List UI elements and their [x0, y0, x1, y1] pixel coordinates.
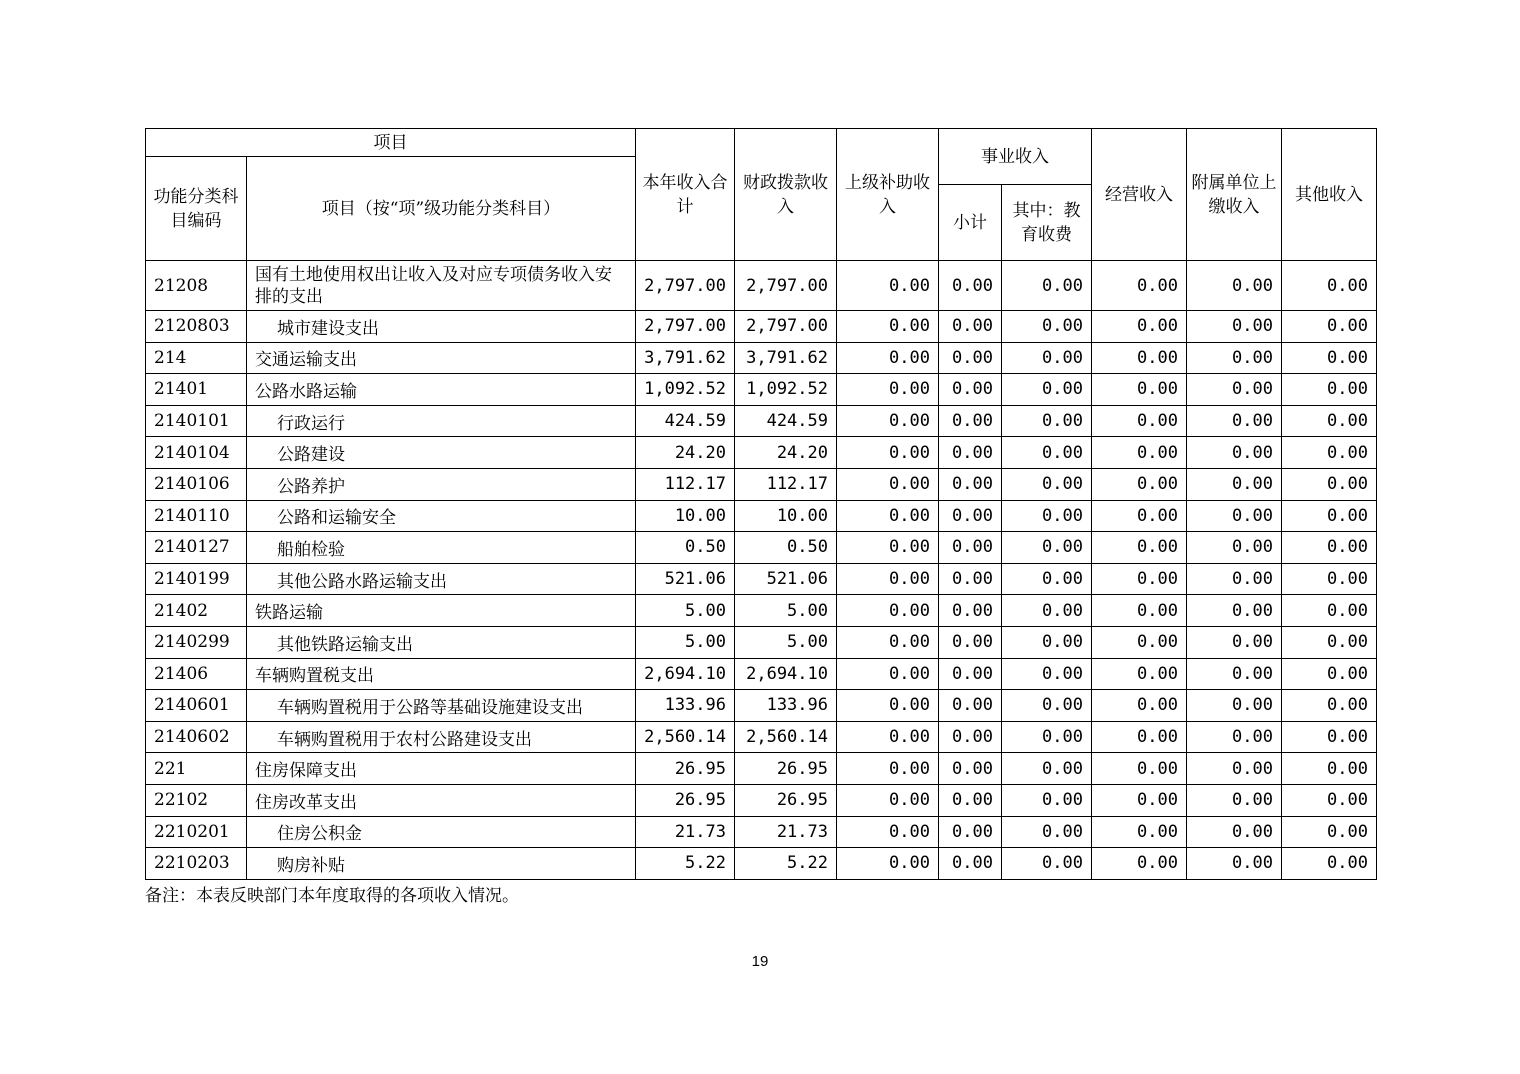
row-other: 0.00	[1282, 848, 1377, 880]
row-total: 24.20	[636, 437, 735, 469]
row-edu-fee: 0.00	[1002, 753, 1092, 785]
row-other: 0.00	[1282, 532, 1377, 564]
row-other: 0.00	[1282, 437, 1377, 469]
row-fiscal: 3,791.62	[735, 342, 837, 374]
table-row	[146, 721, 1377, 753]
row-superior: 0.00	[837, 500, 939, 532]
row-code: 21406	[146, 658, 247, 690]
row-business-subtotal: 0.00	[939, 626, 1002, 658]
row-superior: 0.00	[837, 532, 939, 564]
row-other: 0.00	[1282, 595, 1377, 627]
header-fiscal: 财政拨款收入	[735, 129, 837, 261]
header-project: 项目	[146, 129, 636, 157]
row-superior: 0.00	[837, 753, 939, 785]
row-total: 2,560.14	[636, 721, 735, 753]
row-operating: 0.00	[1092, 405, 1187, 437]
row-total: 2,694.10	[636, 658, 735, 690]
row-superior: 0.00	[837, 848, 939, 880]
row-name: 公路建设	[247, 437, 636, 469]
row-operating: 0.00	[1092, 626, 1187, 658]
row-edu-fee: 0.00	[1002, 848, 1092, 880]
table-row	[146, 468, 1377, 500]
table-row	[146, 437, 1377, 469]
row-total: 26.95	[636, 784, 735, 816]
row-name: 公路水路运输	[247, 374, 636, 406]
row-code: 21402	[146, 595, 247, 627]
table-row	[146, 532, 1377, 564]
row-operating: 0.00	[1092, 690, 1187, 722]
row-affiliate: 0.00	[1187, 626, 1282, 658]
row-edu-fee: 0.00	[1002, 374, 1092, 406]
row-business-subtotal: 0.00	[939, 342, 1002, 374]
row-code: 2140110	[146, 500, 247, 532]
table-row	[146, 500, 1377, 532]
income-table	[145, 128, 1377, 880]
row-superior: 0.00	[837, 690, 939, 722]
row-affiliate: 0.00	[1187, 342, 1282, 374]
row-name: 住房保障支出	[247, 753, 636, 785]
row-fiscal: 21.73	[735, 816, 837, 848]
table-row	[146, 374, 1377, 406]
table-row	[146, 626, 1377, 658]
row-edu-fee: 0.00	[1002, 784, 1092, 816]
row-code: 2140299	[146, 626, 247, 658]
row-other: 0.00	[1282, 261, 1377, 311]
row-other: 0.00	[1282, 626, 1377, 658]
table-row	[146, 342, 1377, 374]
row-code: 2140127	[146, 532, 247, 564]
row-superior: 0.00	[837, 405, 939, 437]
row-total: 424.59	[636, 405, 735, 437]
row-name: 其他铁路运输支出	[247, 626, 636, 658]
row-fiscal: 2,560.14	[735, 721, 837, 753]
row-business-subtotal: 0.00	[939, 690, 1002, 722]
row-affiliate: 0.00	[1187, 374, 1282, 406]
table-row	[146, 261, 1377, 311]
header-business: 事业收入	[939, 129, 1092, 185]
row-superior: 0.00	[837, 784, 939, 816]
row-code: 2140602	[146, 721, 247, 753]
page-number: 19	[751, 953, 769, 970]
row-code: 2140101	[146, 405, 247, 437]
row-fiscal: 5.00	[735, 595, 837, 627]
row-total: 26.95	[636, 753, 735, 785]
row-code: 2140601	[146, 690, 247, 722]
row-edu-fee: 0.00	[1002, 626, 1092, 658]
row-superior: 0.00	[837, 374, 939, 406]
row-name: 铁路运输	[247, 595, 636, 627]
row-name: 车辆购置税用于农村公路建设支出	[247, 721, 636, 753]
row-affiliate: 0.00	[1187, 563, 1282, 595]
row-affiliate: 0.00	[1187, 405, 1282, 437]
row-total: 5.00	[636, 595, 735, 627]
row-edu-fee: 0.00	[1002, 311, 1092, 343]
row-code: 221	[146, 753, 247, 785]
row-name: 其他公路水路运输支出	[247, 563, 636, 595]
row-other: 0.00	[1282, 374, 1377, 406]
table-row	[146, 595, 1377, 627]
row-affiliate: 0.00	[1187, 532, 1282, 564]
row-edu-fee: 0.00	[1002, 532, 1092, 564]
row-business-subtotal: 0.00	[939, 261, 1002, 311]
row-name: 城市建设支出	[247, 311, 636, 343]
row-name: 交通运输支出	[247, 342, 636, 374]
table-row	[146, 311, 1377, 343]
row-total: 133.96	[636, 690, 735, 722]
row-business-subtotal: 0.00	[939, 848, 1002, 880]
row-code: 21208	[146, 261, 247, 311]
row-superior: 0.00	[837, 261, 939, 311]
row-operating: 0.00	[1092, 563, 1187, 595]
row-operating: 0.00	[1092, 816, 1187, 848]
row-fiscal: 521.06	[735, 563, 837, 595]
row-business-subtotal: 0.00	[939, 468, 1002, 500]
row-affiliate: 0.00	[1187, 816, 1282, 848]
row-edu-fee: 0.00	[1002, 658, 1092, 690]
row-operating: 0.00	[1092, 261, 1187, 311]
header-project-name: 项目（按“项”级功能分类科目）	[247, 157, 636, 261]
row-other: 0.00	[1282, 311, 1377, 343]
row-name: 公路养护	[247, 468, 636, 500]
table-row	[146, 563, 1377, 595]
row-fiscal: 2,694.10	[735, 658, 837, 690]
row-business-subtotal: 0.00	[939, 563, 1002, 595]
row-other: 0.00	[1282, 658, 1377, 690]
row-code: 22102	[146, 784, 247, 816]
row-fiscal: 424.59	[735, 405, 837, 437]
row-fiscal: 10.00	[735, 500, 837, 532]
row-operating: 0.00	[1092, 595, 1187, 627]
row-business-subtotal: 0.00	[939, 721, 1002, 753]
row-code: 2140106	[146, 468, 247, 500]
row-other: 0.00	[1282, 816, 1377, 848]
row-affiliate: 0.00	[1187, 753, 1282, 785]
row-total: 112.17	[636, 468, 735, 500]
row-business-subtotal: 0.00	[939, 500, 1002, 532]
row-operating: 0.00	[1092, 721, 1187, 753]
row-other: 0.00	[1282, 468, 1377, 500]
row-code: 2210203	[146, 848, 247, 880]
row-name: 公路和运输安全	[247, 500, 636, 532]
row-total: 2,797.00	[636, 311, 735, 343]
header-other: 其他收入	[1282, 129, 1377, 261]
row-code: 2140104	[146, 437, 247, 469]
table-row	[146, 848, 1377, 880]
row-business-subtotal: 0.00	[939, 532, 1002, 564]
row-operating: 0.00	[1092, 500, 1187, 532]
row-total: 521.06	[636, 563, 735, 595]
row-fiscal: 5.00	[735, 626, 837, 658]
row-affiliate: 0.00	[1187, 437, 1282, 469]
row-operating: 0.00	[1092, 311, 1187, 343]
row-total: 3,791.62	[636, 342, 735, 374]
row-edu-fee: 0.00	[1002, 468, 1092, 500]
row-other: 0.00	[1282, 721, 1377, 753]
row-other: 0.00	[1282, 405, 1377, 437]
table-row	[146, 816, 1377, 848]
table-body	[146, 261, 1377, 880]
row-fiscal: 5.22	[735, 848, 837, 880]
row-other: 0.00	[1282, 563, 1377, 595]
row-superior: 0.00	[837, 468, 939, 500]
table-row	[146, 753, 1377, 785]
header-affiliate: 附属单位上缴收入	[1187, 129, 1282, 261]
row-affiliate: 0.00	[1187, 311, 1282, 343]
row-superior: 0.00	[837, 721, 939, 753]
row-edu-fee: 0.00	[1002, 437, 1092, 469]
row-superior: 0.00	[837, 816, 939, 848]
row-name: 船舶检验	[247, 532, 636, 564]
row-total: 0.50	[636, 532, 735, 564]
row-superior: 0.00	[837, 626, 939, 658]
row-total: 5.22	[636, 848, 735, 880]
table-row	[146, 658, 1377, 690]
header-operating: 经营收入	[1092, 129, 1187, 261]
row-affiliate: 0.00	[1187, 848, 1282, 880]
row-name: 住房改革支出	[247, 784, 636, 816]
header-edu-fee: 其中：教育收费	[1002, 185, 1092, 261]
row-name: 车辆购置税用于公路等基础设施建设支出	[247, 690, 636, 722]
row-edu-fee: 0.00	[1002, 261, 1092, 311]
row-code: 2210201	[146, 816, 247, 848]
row-superior: 0.00	[837, 658, 939, 690]
header-code: 功能分类科目编码	[146, 157, 247, 261]
row-fiscal: 133.96	[735, 690, 837, 722]
row-fiscal: 24.20	[735, 437, 837, 469]
row-fiscal: 2,797.00	[735, 311, 837, 343]
row-fiscal: 0.50	[735, 532, 837, 564]
row-affiliate: 0.00	[1187, 500, 1282, 532]
row-code: 214	[146, 342, 247, 374]
row-total: 1,092.52	[636, 374, 735, 406]
row-operating: 0.00	[1092, 468, 1187, 500]
row-total: 2,797.00	[636, 261, 735, 311]
row-edu-fee: 0.00	[1002, 690, 1092, 722]
row-operating: 0.00	[1092, 784, 1187, 816]
row-fiscal: 2,797.00	[735, 261, 837, 311]
row-affiliate: 0.00	[1187, 595, 1282, 627]
row-business-subtotal: 0.00	[939, 816, 1002, 848]
row-affiliate: 0.00	[1187, 658, 1282, 690]
row-superior: 0.00	[837, 342, 939, 374]
row-code: 2140199	[146, 563, 247, 595]
row-edu-fee: 0.00	[1002, 816, 1092, 848]
row-operating: 0.00	[1092, 374, 1187, 406]
row-total: 21.73	[636, 816, 735, 848]
row-affiliate: 0.00	[1187, 690, 1282, 722]
row-business-subtotal: 0.00	[939, 658, 1002, 690]
row-other: 0.00	[1282, 500, 1377, 532]
row-other: 0.00	[1282, 784, 1377, 816]
row-superior: 0.00	[837, 311, 939, 343]
row-name: 购房补贴	[247, 848, 636, 880]
row-operating: 0.00	[1092, 658, 1187, 690]
row-superior: 0.00	[837, 437, 939, 469]
row-business-subtotal: 0.00	[939, 437, 1002, 469]
row-other: 0.00	[1282, 342, 1377, 374]
row-edu-fee: 0.00	[1002, 342, 1092, 374]
table-row	[146, 784, 1377, 816]
row-edu-fee: 0.00	[1002, 500, 1092, 532]
row-name: 行政运行	[247, 405, 636, 437]
row-total: 10.00	[636, 500, 735, 532]
row-business-subtotal: 0.00	[939, 753, 1002, 785]
row-business-subtotal: 0.00	[939, 595, 1002, 627]
row-name: 住房公积金	[247, 816, 636, 848]
row-fiscal: 1,092.52	[735, 374, 837, 406]
row-operating: 0.00	[1092, 437, 1187, 469]
row-business-subtotal: 0.00	[939, 784, 1002, 816]
row-other: 0.00	[1282, 690, 1377, 722]
row-code: 21401	[146, 374, 247, 406]
row-affiliate: 0.00	[1187, 468, 1282, 500]
row-edu-fee: 0.00	[1002, 595, 1092, 627]
row-fiscal: 112.17	[735, 468, 837, 500]
table-row	[146, 690, 1377, 722]
row-operating: 0.00	[1092, 848, 1187, 880]
table-note: 备注：本表反映部门本年度取得的各项收入情况。	[145, 886, 519, 906]
row-operating: 0.00	[1092, 753, 1187, 785]
row-edu-fee: 0.00	[1002, 721, 1092, 753]
row-business-subtotal: 0.00	[939, 405, 1002, 437]
row-edu-fee: 0.00	[1002, 563, 1092, 595]
header-superior: 上级补助收入	[837, 129, 939, 261]
row-affiliate: 0.00	[1187, 721, 1282, 753]
row-fiscal: 26.95	[735, 784, 837, 816]
row-superior: 0.00	[837, 595, 939, 627]
row-code: 2120803	[146, 311, 247, 343]
row-affiliate: 0.00	[1187, 261, 1282, 311]
row-total: 5.00	[636, 626, 735, 658]
table-header	[146, 129, 1377, 261]
table-row	[146, 405, 1377, 437]
row-fiscal: 26.95	[735, 753, 837, 785]
row-edu-fee: 0.00	[1002, 405, 1092, 437]
header-total: 本年收入合计	[636, 129, 735, 261]
header-subtotal: 小计	[939, 185, 1002, 261]
row-name: 车辆购置税支出	[247, 658, 636, 690]
row-other: 0.00	[1282, 753, 1377, 785]
row-affiliate: 0.00	[1187, 784, 1282, 816]
row-name: 国有土地使用权出让收入及对应专项债务收入安排的支出	[247, 261, 636, 311]
row-operating: 0.00	[1092, 532, 1187, 564]
row-superior: 0.00	[837, 563, 939, 595]
row-business-subtotal: 0.00	[939, 374, 1002, 406]
row-operating: 0.00	[1092, 342, 1187, 374]
row-business-subtotal: 0.00	[939, 311, 1002, 343]
